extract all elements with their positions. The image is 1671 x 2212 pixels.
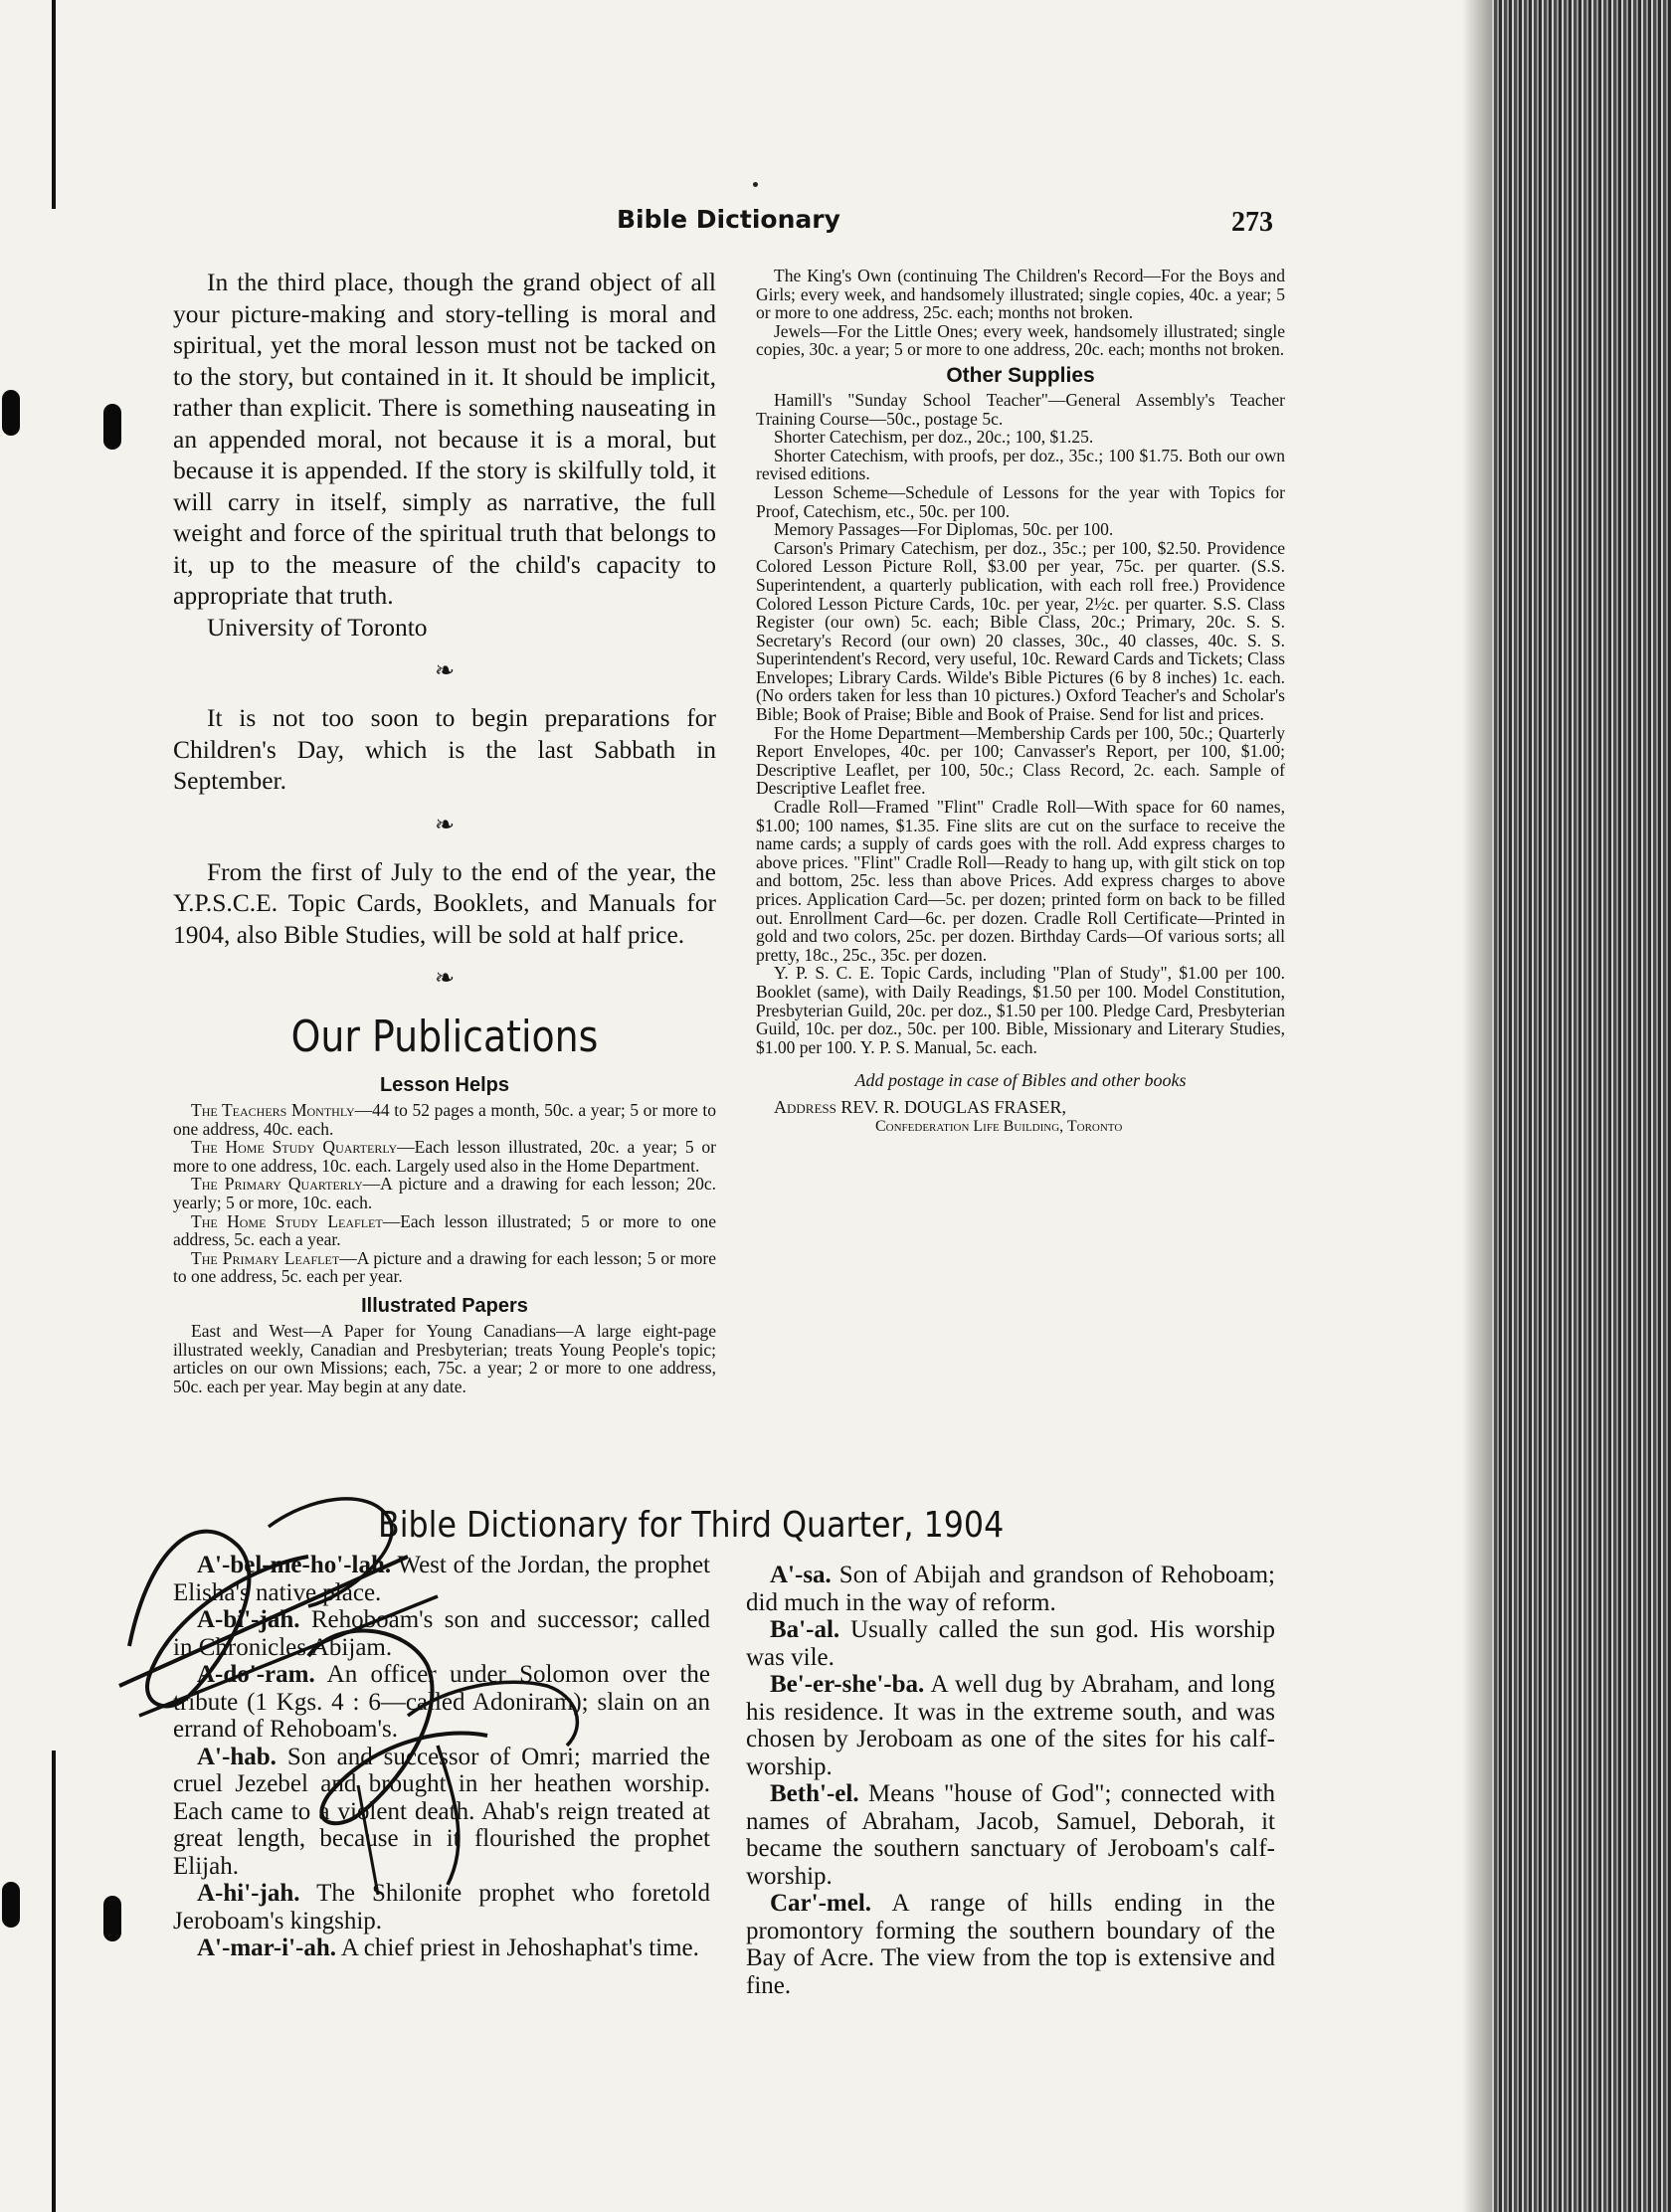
dictionary-entry: A-do'-ram. An officer under Solomon over the tribute (1 Kgs. 4 : 6—called Adoniram); slain on an errand of Rehoboam's. bbox=[173, 1661, 710, 1743]
left-column bbox=[173, 267, 716, 1395]
handwritten-scribble bbox=[109, 1487, 666, 1905]
list-item: The Home Study Leaflet—Each lesson illustrated; 5 or more to one address, 5c. each a year. bbox=[173, 1210, 717, 1250]
dictionary-title: Bible Dictionary for Third Quarter, 1904 bbox=[378, 1505, 1005, 1546]
dictionary-entry: A-bi'-jah. Rehoboam's son and successor; called in Chronicles Abijam. bbox=[173, 1606, 710, 1661]
postage-note: Add postage in case of Bibles and other books bbox=[854, 1070, 1187, 1091]
dictionary-entry: A'-hab. Son and successor of Omri; married the cruel Jezebel and brought in her heathen worship. Each came to a violent death. Ahab's reign treated at great length, because in it flourished the prophet Elijah. bbox=[173, 1743, 710, 1880]
dictionary-entry: A'-mar-i'-ah. A chief priest in Jehoshaphat's time. bbox=[197, 1935, 699, 1961]
dictionary-right-column bbox=[746, 1562, 1275, 1999]
list-item: Shorter Catechism, per doz., 20c.; 100, $1.25. bbox=[774, 427, 1094, 448]
page-number: 273 bbox=[1231, 207, 1273, 238]
other-supplies-heading: Other Supplies bbox=[946, 363, 1095, 387]
margin-rule-top bbox=[52, 0, 56, 209]
list-item: Lesson Scheme—Schedule of Lessons for the year with Topics for Proof, Catechism, etc., 50c. per 100. bbox=[756, 481, 1285, 521]
list-item: For the Home Department—Membership Cards per 100, 50c.; Quarterly Report Envelopes, 40c. per 100; Canvasser's Report, per 100, $1.00; Descriptive Leaflet, per 100, 50c.; Class Record, 2c. each. Sample of Descriptive Leaflet free. bbox=[756, 722, 1285, 799]
book-page-edges bbox=[1492, 0, 1671, 2212]
kings-own-entry: The King's Own (continuing The Children's Record—For the Boys and Girls; every week, and handsomely illustrated; single copies, 40c. a year; 5 or more to one address, 25c. each; months not broken. bbox=[756, 266, 1285, 323]
dictionary-entry: Car'-mel. A range of hills ending in the promontory forming the southern boundary of the Bay of Acre. The view from the top is extensive and fine. bbox=[746, 1890, 1275, 1999]
paragraph-picture-making: In the third place, though the grand object of all your picture-making and story-telling is moral and spiritual, yet the moral lesson must not be tacked on to the story, but contained in it. It should be implicit, rather than explicit. There is something nauseating in an appended moral, not because it is a moral, but because it is appended. If the story is skilfully told, it will carry in itself, simply as narrative, the full weight and force of the spiritual truth that belongs to it, up to the measure of the child's capacity to appropriate that truth. bbox=[173, 268, 716, 610]
list-item: The Primary Leaflet—A picture and a drawing for each lesson; 5 or more to one address, 5c. each per year. bbox=[173, 1247, 716, 1287]
jewels-entry: Jewels—For the Little Ones; every week, handsomely illustrated; single copies, 30c. a year; 5 or more to one address, 20c. each; months not broken. bbox=[756, 320, 1285, 360]
ornament-icon: ❧ bbox=[434, 658, 456, 684]
dictionary-entry: Beth'-el. Means "house of God"; connected with names of Abraham, Jacob, Samuel, Deborah, it became the southern sanctuary of Jeroboam's calf-worship. bbox=[746, 1780, 1275, 1890]
binding-hole-top bbox=[103, 404, 121, 450]
ink-speck bbox=[753, 182, 758, 187]
ornament-icon: ❧ bbox=[434, 966, 456, 992]
running-title: Bible Dictionary bbox=[617, 205, 840, 234]
address-building: Confederation Life Building, Toronto bbox=[875, 1118, 1123, 1136]
binding-hole-upper bbox=[2, 390, 20, 436]
margin-rule-bottom bbox=[52, 1751, 56, 2212]
illustrated-papers-heading: Illustrated Papers bbox=[361, 1294, 528, 1317]
list-item: The Teachers Monthly—44 to 52 pages a month, 50c. a year; 5 or more to one address, 40c. each. bbox=[173, 1100, 717, 1139]
binding-hole-lower bbox=[2, 1882, 20, 1928]
papers-continued bbox=[756, 267, 1285, 359]
other-supplies-list bbox=[756, 391, 1285, 1056]
illustrated-papers-block bbox=[173, 1322, 716, 1395]
dictionary-entry: A'-sa. Son of Abijah and grandson of Rehoboam; did much in the way of reform. bbox=[746, 1562, 1275, 1616]
list-item: Y. P. S. C. E. Topic Cards, including "Plan of Study", $1.00 per 100. Booklet (same), with Daily Readings, $1.50 per 100. Model Constitution, Presbyterian Guild, 20c. per doz., $1.50 per 100. Pledge Card, Presbyterian Guild, 10c. per doz., 50c. per 100. Bible, Missionary and Literary Studies, $1.00 per 100. Y. P. S. Manual, 5c. each. bbox=[756, 963, 1285, 1057]
list-item: Hamill's "Sunday School Teacher"—General Assembly's Teacher Training Course—50c., postage 5c. bbox=[756, 389, 1285, 429]
paragraph-childrens-day: It is not too soon to begin preparations for Children's Day, which is the last Sabbath in September. bbox=[173, 703, 716, 795]
lesson-helps-list bbox=[173, 1101, 716, 1286]
publications-title: Our Publications bbox=[290, 1012, 599, 1062]
list-item: Memory Passages—For Diplomas, 50c. per 100. bbox=[774, 519, 1114, 540]
list-item: Cradle Roll—Framed "Flint" Cradle Roll—With space for 60 names, $1.00; 100 names, $1.35. Fine slits are cut on the surface to receive the name cards; a supply of cards goes with the roll. Add express charges to above prices. "Flint" Cradle Roll—Ready to hang up, with gilt stick on top and bottom, 25c. less than above Prices. Add express charges to above prices. Application Card—5c. per dozen; printed form on back to be filled out. Enrollment Card—6c. per dozen. Cradle Roll Certificate—Printed in gold and two colors, 25c. per dozen. Birthday Cards—Of various sorts; all pretty, 18c., 25c., 35c. per dozen. bbox=[756, 797, 1285, 965]
dictionary-entry: Be'-er-she'-ba. A well dug by Abraham, and long his residence. It was in the extreme south, and was chosen by Jeroboam as one of the sites for his calf-worship. bbox=[746, 1671, 1275, 1780]
ornament-icon: ❧ bbox=[434, 812, 456, 838]
lesson-helps-heading: Lesson Helps bbox=[379, 1074, 510, 1096]
list-item: The Home Study Quarterly—Each lesson illustrated, 20c. a year; 5 or more to one address, 10c. each. Largely used also in the Home Department. bbox=[173, 1137, 717, 1176]
signature-line: University of Toronto bbox=[207, 612, 428, 642]
list-item: The Primary Quarterly—A picture and a drawing for each lesson; 20c. yearly; 5 or more, 10c. each. bbox=[173, 1174, 716, 1212]
dictionary-entry: Ba'-al. Usually called the sun god. His worship was vile. bbox=[746, 1616, 1275, 1671]
address-line: Address REV. R. DOUGLAS FRASER, bbox=[774, 1097, 1067, 1118]
east-and-west-entry: East and West—A Paper for Young Canadians—A large eight-page illustrated weekly, Canadian and Presbyterian; treats Young People's topic; articles on our own Missions; each, 75c. a year; 2 or more to one address, 50c. each per year. May begin at any date. bbox=[173, 1320, 716, 1396]
right-column bbox=[756, 267, 1285, 1136]
paragraph-half-price: From the first of July to the end of the year, the Y.P.S.C.E. Topic Cards, Booklets, and Manuals for 1904, also Bible Studies, will be sold at half price. bbox=[173, 856, 716, 949]
list-item: Shorter Catechism, with proofs, per doz., 35c.; 100 $1.75. Both our own revised editions. bbox=[756, 445, 1285, 484]
dictionary-entry: A'-bel-me-ho'-lah. West of the Jordan, the prophet Elisha's native place. bbox=[173, 1552, 710, 1606]
dictionary-entry: A-hi'-jah. The Shilonite prophet who foretold Jeroboam's kingship. bbox=[173, 1880, 710, 1935]
list-item: Carson's Primary Catechism, per doz., 35c.; per 100, $2.50. Providence Colored Lesson Picture Roll, $3.00 per year, 75c. per quarter. (S.S. Superintendent, a quarterly publication, with each roll free.) Providence Colored Lesson Picture Cards, 10c. per year, 2½c. per quarter. S.S. Class Register (our own) 5c. each; Bible Class, 20c.; Primary, 20c. S. S. Secretary's Record (our own) 20 classes, 30c., 40 classes, 40c. S. S. Superintendent's Record, very useful, 10c. Reward Cards and Tickets; Class Envelopes; Library Cards. Wilde's Bible Pictures (6 by 8 inches) 1c. each. (No orders taken for less than 10 pictures.) Oxford Teacher's and Scholar's Bible; Book of Praise; Bible and Book of Praise. Send for list and prices. bbox=[756, 537, 1285, 725]
